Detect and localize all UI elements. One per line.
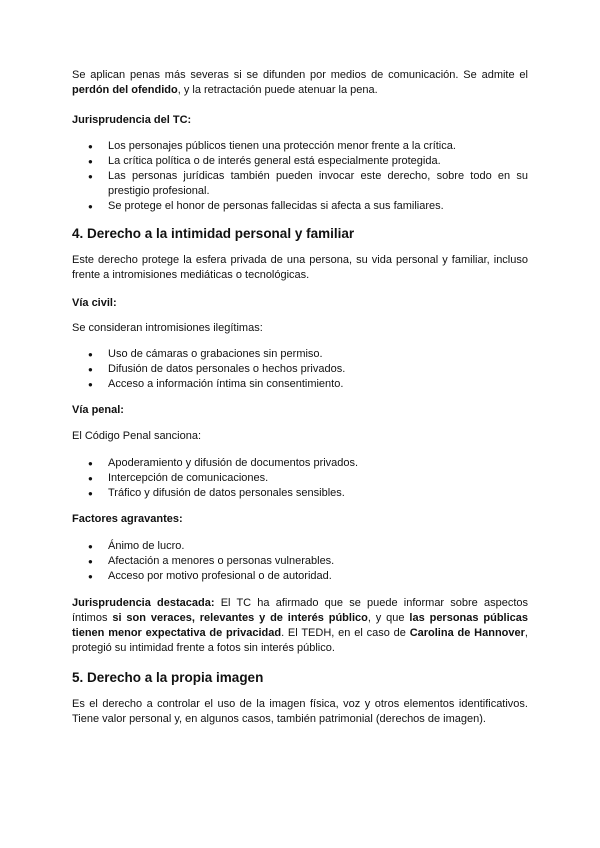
tc-heading: Jurisprudencia del TC: — [72, 114, 192, 126]
juris-bold: si son veraces, relevantes y de interés público — [112, 612, 368, 624]
intro-bold: perdón del ofendido — [72, 84, 178, 96]
list-item: ● Acceso a información íntima sin consentimiento. — [72, 377, 528, 392]
list-item: ● Intercepción de comunicaciones. — [72, 471, 528, 486]
list-item: ● Difusión de datos personales o hechos privados. — [72, 362, 528, 377]
juris-bold: las personas públicas tienen menor expectativa de privacidad — [72, 612, 529, 639]
list-item: ● Acceso por motivo profesional o de autoridad. — [72, 569, 528, 584]
list-item: ● Apoderamiento y difusión de documentos privados. — [72, 456, 528, 471]
intro-text: Se aplican penas más severas si se difunden por medios de comunicación. Se admite el — [72, 69, 528, 81]
list-item: ● Afectación a menores o personas vulnerables. — [72, 554, 528, 569]
intro-text-end: , y la retractación puede atenuar la pena. — [177, 84, 378, 96]
juris-label: Jurisprudencia destacada: — [72, 597, 215, 609]
intro-paragraph — [72, 68, 528, 98]
penal-list — [72, 456, 528, 501]
juris-text: , y que — [367, 612, 410, 624]
juris-text: El TC ha afirmado que se puede informar sobre aspectos íntimos — [72, 597, 528, 624]
juris-text: , protegió su intimidad frente a fotos sin interés público. — [72, 627, 528, 654]
jurisprudencia-paragraph — [72, 596, 528, 656]
section-5-title: 5. Derecho a la propia imagen — [72, 670, 264, 685]
juris-text: . El TEDH, en el caso de — [281, 627, 410, 639]
list-item: ● Se protege el honor de personas fallecidas si afecta a sus familiares. — [72, 199, 528, 214]
list-item: ● Los personajes públicos tienen una protección menor frente a la crítica. — [72, 139, 528, 154]
section-5-intro: Es el derecho a controlar el uso de la imagen física, voz y otros elementos identificativos. Tiene valor personal y, en algunos casos, también patrimonial (derechos de imagen). — [72, 698, 528, 725]
factores-heading: Factores agravantes: — [72, 513, 183, 525]
via-civil-heading: Vía civil: — [72, 297, 117, 309]
list-item: ● Tráfico y difusión de datos personales sensibles. — [72, 486, 528, 501]
section-4-intro: Este derecho protege la esfera privada de una persona, su vida personal y familiar, incluso frente a intromisiones mediáticas o tecnológicas. — [72, 254, 528, 281]
list-item: ● Uso de cámaras o grabaciones sin permiso. — [72, 347, 528, 362]
tc-list — [72, 139, 528, 214]
via-penal-heading: Vía penal: — [72, 404, 124, 416]
penal-intro: El Código Penal sanciona: — [72, 430, 202, 442]
juris-bold: Carolina de Hannover — [409, 627, 525, 639]
factores-list — [72, 539, 528, 584]
list-item: ● Las personas jurídicas también pueden invocar este derecho, sobre todo en su prestigio profesional. — [72, 169, 528, 199]
civil-intro: Se consideran intromisiones ilegítimas: — [72, 322, 263, 334]
list-item: ● Ánimo de lucro. — [72, 539, 528, 554]
civil-list — [72, 347, 528, 392]
section-4-title: 4. Derecho a la intimidad personal y familiar — [72, 226, 355, 241]
list-item: ● La crítica política o de interés general está especialmente protegida. — [72, 154, 528, 169]
